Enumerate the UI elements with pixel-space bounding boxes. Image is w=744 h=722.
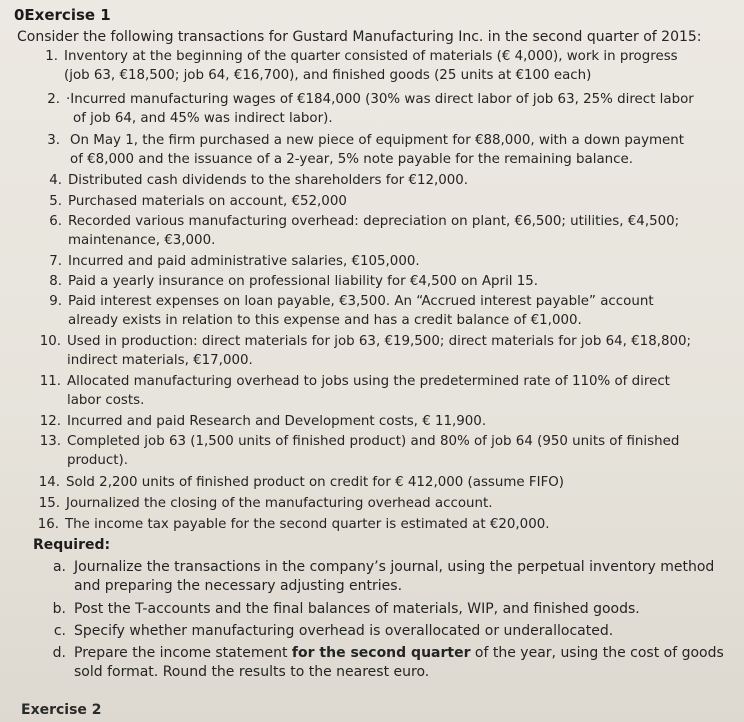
transaction-number: 16. <box>37 517 59 532</box>
transaction-text: Completed job 63 (1,500 units of finished product) and 80% of job 64 (950 units of finished product). <box>67 434 680 468</box>
transaction-text: Paid a yearly insurance on professional liability for €4,500 on April 15. <box>68 274 539 289</box>
transaction-number: 1. <box>45 49 58 64</box>
transaction-text: On May 1, the firm purchased a new piece of equipment for €88,000, with a down payment of €8,000 and the issuance of a 2-year, 5% note payable for the remaining balance. <box>70 133 685 167</box>
transaction-text: ·Incurred manufacturing wages of €184,000 (30% was direct labor of job 63, 25% direct labor of job 64, and 45% was indirect labor). <box>66 92 694 126</box>
requirement-letter: b. <box>52 601 66 617</box>
transaction-number: 8. <box>49 274 62 289</box>
exercise-intro: Consider the following transactions for Gustard Manufacturing Inc. in the second quarter of 2015: <box>17 29 702 45</box>
requirement-letter: d. <box>52 645 66 661</box>
transaction-text: Sold 2,200 units of finished product on credit for € 412,000 (assume FIFO) <box>66 475 565 490</box>
transaction-number: 6. <box>49 214 62 229</box>
transaction-text: Recorded various manufacturing overhead: depreciation on plant, €6,500; utilities, €4,500; maintenance, €3,000. <box>68 214 680 248</box>
transaction-text: Allocated manufacturing overhead to jobs using the predetermined rate of 110% of direct labor costs. <box>67 374 670 408</box>
transaction-text: Distributed cash dividends to the shareholders for €12,000. <box>68 173 469 188</box>
transaction-text: Incurred and paid administrative salaries, €105,000. <box>68 254 420 269</box>
transaction-number: 2. <box>47 92 60 107</box>
transaction-text: Inventory at the beginning of the quarter consisted of materials (€ 4,000), work in progress (job 63, €18,500; job 64, €16,700), and finished goods (25 units at €100 each) <box>64 49 678 83</box>
transaction-text: Purchased materials on account, €52,000 <box>68 194 347 209</box>
transaction-number: 3. <box>47 133 60 148</box>
transaction-text: Journalized the closing of the manufacturing overhead account. <box>66 496 493 511</box>
transaction-number: 15. <box>38 496 60 511</box>
requirement-text: Specify whether manufacturing overhead is overallocated or underallocated. <box>74 623 614 639</box>
requirement-text: Post the T-accounts and the final balances of materials, WIP, and finished goods. <box>74 601 640 617</box>
transaction-number: 14. <box>38 475 60 490</box>
transaction-number: 13. <box>39 434 61 449</box>
transaction-number: 11. <box>39 374 61 389</box>
exercise-2-heading: Exercise 2 <box>21 702 102 718</box>
exercise-1-heading: 0Exercise 1 <box>14 6 111 24</box>
transaction-number: 5. <box>49 194 62 209</box>
emphasis-text: for the second quarter <box>291 645 471 661</box>
requirement-letter: a. <box>52 559 66 575</box>
transaction-number: 9. <box>49 294 62 309</box>
transaction-text: The income tax payable for the second quarter is estimated at €20,000. <box>65 517 550 532</box>
requirement-text: Prepare the income statement for the second quarter of the year, using the cost of goods sold format. Round the results to the nearest euro. <box>74 645 724 680</box>
requirement-letter: c. <box>53 623 66 639</box>
required-heading: Required: <box>33 537 111 553</box>
transaction-text: Paid interest expenses on loan payable, €3,500. An “Accrued interest payable” account already exists in relation to this expense and has a credit balance of €1,000. <box>68 294 654 328</box>
transaction-number: 10. <box>39 334 61 349</box>
transaction-text: Used in production: direct materials for job 63, €19,500; direct materials for job 64, €18,800; indirect materials, €17,000. <box>67 334 692 368</box>
requirement-text: Journalize the transactions in the company’s journal, using the perpetual inventory method and preparing the necessary adjusting entries. <box>74 559 715 594</box>
transaction-text: Incurred and paid Research and Development costs, € 11,900. <box>67 414 487 429</box>
transaction-number: 7. <box>49 254 62 269</box>
transaction-number: 12. <box>39 414 61 429</box>
transaction-number: 4. <box>49 173 62 188</box>
